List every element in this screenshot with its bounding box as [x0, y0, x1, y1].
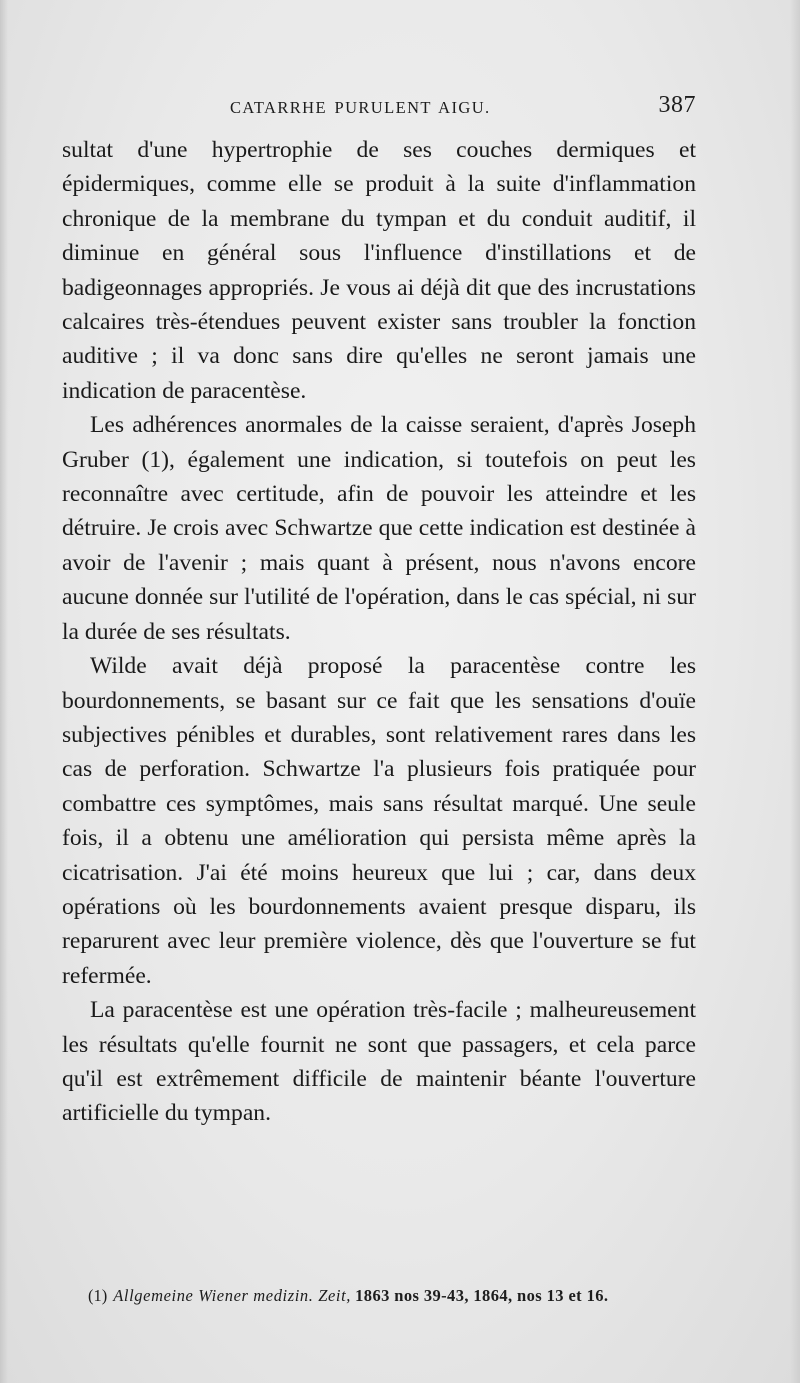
footnote: [62, 1283, 696, 1309]
main-text: [62, 133, 696, 1131]
footnote-journal: Allgemeine Wiener medizin. Zeit,: [113, 1286, 352, 1305]
footnote-citation: 1863 nos 39-43, 1864, nos 13 et 16.: [355, 1286, 609, 1305]
paragraph: Wilde avait déjà proposé la paracentèse contre les bourdonnements, se basant sur ce fait que les sensations d'ouïe subjectives pénibles et durables, sont relativement rares dans les cas de perforation. Schwartze l'a plusieurs fois pratiquée pour combattre ces symptômes, mais sans résultat marqué. Une seule fois, il a obtenu une amélioration qui persista même après la cicatrisation. J'ai été moins heureux que lui ; car, dans deux opérations où les bourdonnements avaient presque disparu, ils reparurent avec leur première violence, dès que l'ouverture se fut refermée.: [62, 653, 696, 989]
chapter-title: CATARRHE PURULENT AIGU.: [230, 98, 491, 117]
running-head: [62, 92, 696, 126]
paragraph: Les adhérences anormales de la caisse seraient, d'après Joseph Gruber (1), également une indication, si toutefois on peut les reconnaître avec certitude, afin de pouvoir les atteindre et les détruire. Je crois avec Schwartze que cette indication est destinée à avoir de l'avenir ; mais quant à présent, nous n'avons encore aucune donnée sur l'utilité de l'opération, dans le cas spécial, ni sur la durée de ses résultats.: [62, 412, 696, 645]
paragraph: La paracentèse est une opération très-facile ; malheureusement les résultats qu'elle fournit ne sont que passagers, et cela parce qu'il est extrêmement difficile de maintenir béante l'ouverture artificielle du tympan.: [62, 997, 696, 1127]
page-number: 387: [658, 92, 696, 118]
footnote-marker: (1): [88, 1286, 108, 1305]
paragraph: sultat d'une hypertrophie de ses couches dermiques et épidermiques, comme elle se produit à la suite d'inflammation chronique de la membrane du tympan et du conduit auditif, il diminue en général sous l'influence d'instillations et de badigeonnages appropriés. Je vous ai déjà dit que des incrustations calcaires très-étendues peuvent exister sans troubler la fonction auditive ; il va donc sans dire qu'elles ne seront jamais une indication de paracentèse.: [62, 137, 696, 404]
